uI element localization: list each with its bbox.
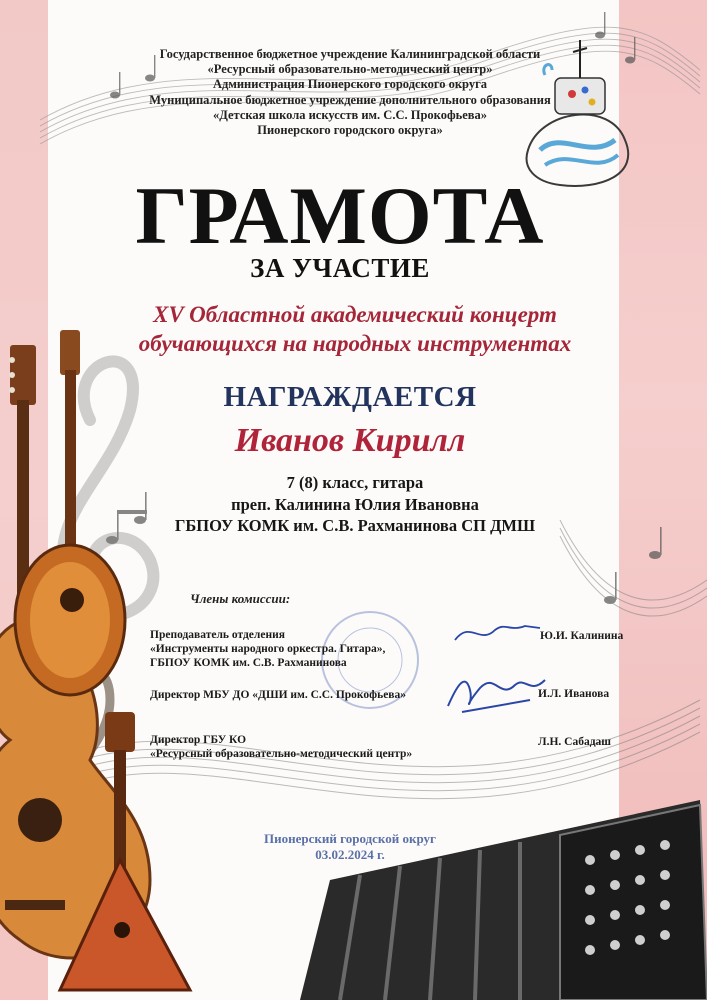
event-name bbox=[110, 300, 600, 358]
footer-date: 03.02.2024 г. bbox=[315, 847, 385, 862]
role-line: Директор МБУ ДО «ДШИ им. С.С. Прокофьева» bbox=[150, 689, 407, 701]
commission-label: Члены комиссии: bbox=[190, 591, 291, 606]
member-name: Ю.И. Калинина bbox=[540, 630, 624, 642]
detail-line: 7 (8) класс, гитара bbox=[286, 473, 424, 492]
org-line: «Детская школа искусств им. С.С. Прокофьева» bbox=[212, 107, 488, 122]
member-role bbox=[150, 688, 406, 702]
role-line: «Инструменты народного оркестра. Гитара», bbox=[150, 643, 386, 655]
recipient-details bbox=[150, 472, 560, 537]
certificate-subtitle: ЗА УЧАСТИЕ bbox=[250, 253, 430, 283]
signature-ivanova-icon bbox=[448, 680, 545, 712]
organizations-header bbox=[120, 47, 580, 138]
org-line: Администрация Пионерского городского округа bbox=[212, 77, 488, 92]
role-line: «Ресурсный образовательно-методический центр» bbox=[150, 748, 413, 760]
member-role bbox=[150, 733, 412, 761]
role-line: Директор ГБУ КО bbox=[150, 734, 247, 746]
org-line: «Ресурсный образовательно-методический центр» bbox=[207, 62, 493, 77]
accordion-icon bbox=[300, 800, 707, 1000]
org-line: Муниципальное бюджетное учреждение дополнительного образования bbox=[149, 92, 551, 107]
org-line: Пионерского городского округа» bbox=[257, 123, 443, 138]
footer bbox=[200, 831, 500, 863]
role-line: ГБПОУ КОМК им. С.В. Рахманинова bbox=[150, 657, 347, 669]
signature-kalinina-icon bbox=[455, 626, 540, 640]
member-role bbox=[150, 628, 385, 670]
recipient-name: Иванов Кирилл bbox=[234, 422, 466, 459]
member-name: Л.Н. Сабадаш bbox=[538, 736, 611, 748]
event-line: обучающихся на народных инструментах bbox=[138, 331, 572, 356]
role-line: Преподаватель отделения bbox=[150, 629, 285, 641]
detail-line: ГБПОУ КОМК им. С.В. Рахманинова СП ДМШ bbox=[174, 516, 536, 535]
footer-place: Пионерский городской округ bbox=[264, 831, 436, 846]
event-line: XV Областной академический концерт bbox=[153, 302, 557, 327]
member-name: И.Л. Иванова bbox=[538, 688, 610, 700]
awarded-label: НАГРАЖДАЕТСЯ bbox=[223, 381, 477, 413]
detail-line: преп. Калинина Юлия Ивановна bbox=[231, 494, 479, 514]
certificate-title: ГРАМОТА bbox=[135, 170, 545, 261]
org-line: Государственное бюджетное учреждение Калининградской области bbox=[159, 47, 541, 61]
